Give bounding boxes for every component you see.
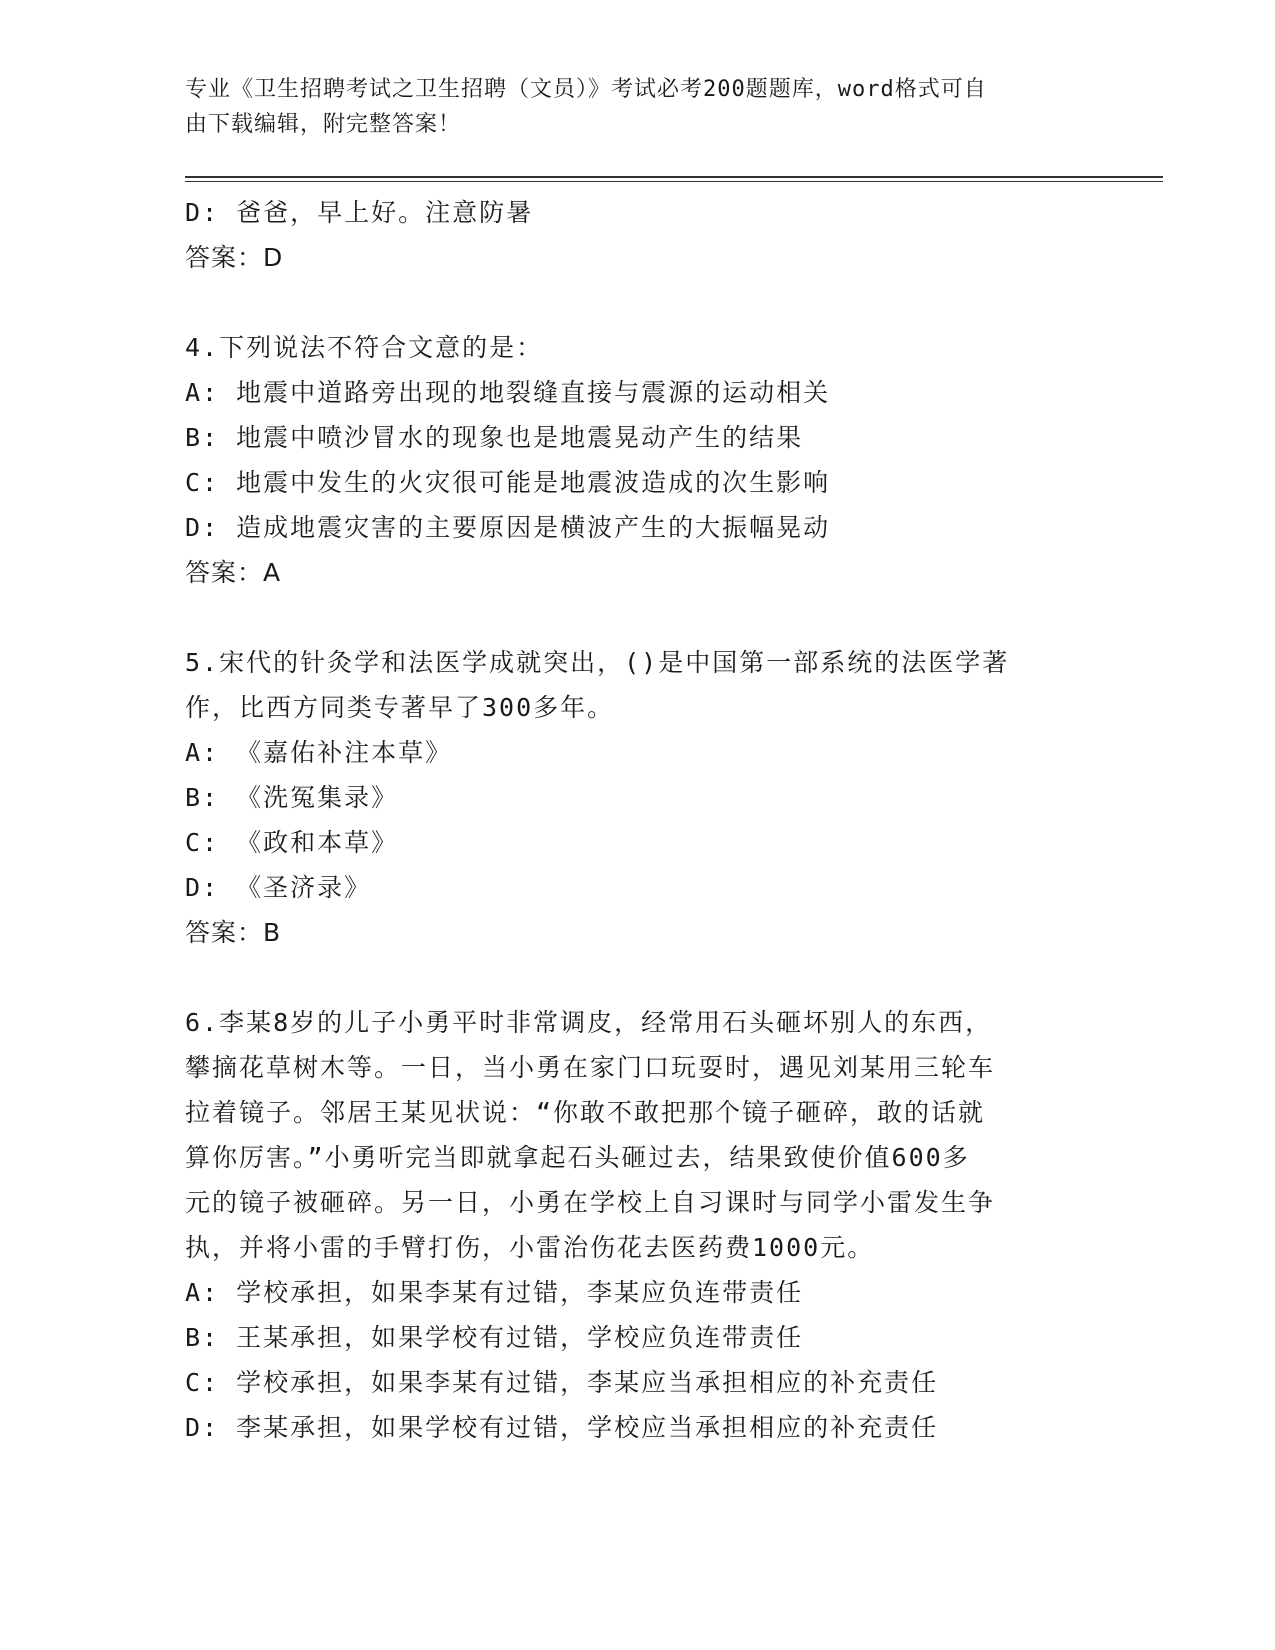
q4-option-c: C: 地震中发生的火灾很可能是地震波造成的次生影响 bbox=[185, 468, 831, 497]
header-text-line-1: 专业《卫生招聘考试之卫生招聘（文员）》考试必考200题题库，word格式可自 bbox=[185, 77, 987, 102]
q5-stem-line-1: 5.宋代的针灸学和法医学成就突出，()是中国第一部系统的法医学著 bbox=[185, 648, 1010, 677]
q4-answer: 答案：A bbox=[185, 558, 282, 587]
q6-stem-line-6: 执，并将小雷的手臂打伤，小雷治伤花去医药费1000元。 bbox=[185, 1233, 875, 1262]
q4-option-b: B: 地震中喷沙冒水的现象也是地震晃动产生的结果 bbox=[185, 423, 804, 452]
q5-stem-line-2: 作，比西方同类专著早了300多年。 bbox=[185, 693, 615, 722]
q6-stem-line-4: 算你厉害。”小勇听完当即就拿起石头砸过去，结果致使价值600多 bbox=[185, 1143, 970, 1172]
q6-option-c: C: 学校承担，如果李某有过错，李某应当承担相应的补充责任 bbox=[185, 1368, 939, 1397]
q3-answer: 答案：D bbox=[185, 243, 284, 272]
q5-option-a: A: 《嘉佑补注本草》 bbox=[185, 738, 453, 767]
q6-stem-line-1: 6.李某8岁的儿子小勇平时非常调皮，经常用石头砸坏别人的东西， bbox=[185, 1008, 993, 1037]
q3-option-d: D: 爸爸，早上好。注意防暑 bbox=[185, 198, 534, 227]
q6-option-a: A: 学校承担，如果李某有过错，李某应负连带责任 bbox=[185, 1278, 804, 1307]
document-body bbox=[185, 190, 1085, 1450]
q6-stem-line-3: 拉着镜子。邻居王某见状说：“你敢不敢把那个镜子砸碎，敢的话就 bbox=[185, 1098, 986, 1127]
q5-answer: 答案：B bbox=[185, 918, 282, 947]
q6-stem-line-5: 元的镜子被砸碎。另一日，小勇在学校上自习课时与同学小雷发生争 bbox=[185, 1188, 996, 1217]
q4-stem: 4.下列说法不符合文意的是： bbox=[185, 333, 544, 362]
q4-option-d: D: 造成地震灾害的主要原因是横波产生的大振幅晃动 bbox=[185, 513, 831, 542]
q5-option-b: B: 《洗冤集录》 bbox=[185, 783, 399, 812]
q4-option-a: A: 地震中道路旁出现的地裂缝直接与震源的运动相关 bbox=[185, 378, 831, 407]
header-text-line-2: 由下载编辑，附完整答案！ bbox=[185, 112, 462, 137]
q6-option-d: D: 李某承担，如果学校有过错，学校应当承担相应的补充责任 bbox=[185, 1413, 939, 1442]
q5-option-d: D: 《圣济录》 bbox=[185, 873, 372, 902]
page-header bbox=[185, 72, 1065, 142]
q6-stem-line-2: 攀摘花草树木等。一日，当小勇在家门口玩耍时，遇见刘某用三轮车 bbox=[185, 1053, 996, 1082]
q5-option-c: C: 《政和本草》 bbox=[185, 828, 399, 857]
header-divider bbox=[185, 176, 1163, 182]
q6-option-b: B: 王某承担，如果学校有过错，学校应负连带责任 bbox=[185, 1323, 804, 1352]
